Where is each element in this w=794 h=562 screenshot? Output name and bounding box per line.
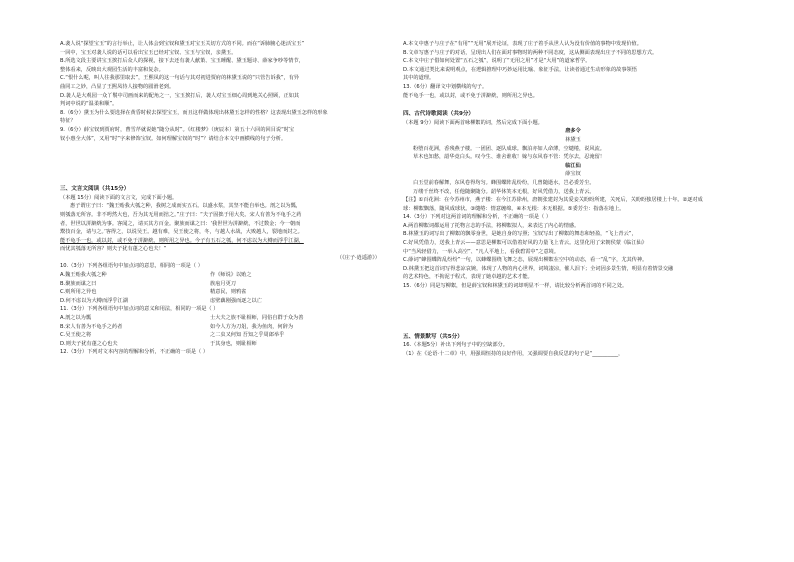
q16-stem: 16.（本题5分）补出下列句子中的空缺部分。 <box>403 342 508 349</box>
q14-option-d-line1: D.林黛玉把这首词写得悲凉哀婉，体现了人物的内心世界，词境凄凉，催人泪下；全词因多景生情，明显有着情景交融 <box>403 265 674 272</box>
q14-option-b: B.林黛玉的词写出了柳絮的飘零身世，是她自身的写照；宝钗写出了柳絮的舞态和轻盈，“飞上青云”， <box>403 231 637 238</box>
q10-option-c <box>60 288 394 297</box>
poem2-author: 薛宝钗 <box>565 171 581 178</box>
q11-d-right: 于其身也，则耻相师 <box>210 340 257 347</box>
q10-stem: 10.（3分）下列各组语句中加点词的意思，相同的一项是（ ） <box>60 263 203 270</box>
q7-option-b-line2: 整体看来，反映出大观园生活的丰富和复杂。 <box>60 66 164 73</box>
q14-option-a: A.两首柳絮词都运用了托物言志的手法，将柳絮拟人，来表达了内心的情感。 <box>403 222 580 229</box>
poem2-line2: 万缕千丝终不改，任他随聚随分。韶华休笑本无根，好风凭借力，送我上青云。 <box>413 188 595 195</box>
left-column <box>60 40 394 357</box>
q10-option-b <box>60 280 394 289</box>
q9-line1: 9.（6分）薛宝钗到贾府时，曹雪芹就说她“随分从时”。《红楼梦》（庚辰本）第五十六回的回目说“时宝 <box>60 126 295 133</box>
q11-a-left: A.剖之以为瓢 <box>60 315 92 322</box>
section4-intro: （本题 9分）阅读下面两首咏柳絮的词，然后完成下面小题。 <box>403 119 543 126</box>
section3-title: 三、文言文阅读（共15分） <box>60 186 130 193</box>
q14-option-d-line2: 的艺术特色，不拘泥于程式，表现了她卓越的艺术才能。 <box>403 274 533 281</box>
section5-title: 五、情景默写（共5分） <box>403 333 463 340</box>
q12-option-a: A.本文中惠子与庄子在“有用”“无用”展开论证，表现了庄子着手从世人认为没有价值的事物中发现价值。 <box>403 41 642 47</box>
q11-stem: 11.（3分）下列各组语句中加点词的意义和用法，相同的一项是（ ） <box>60 306 219 313</box>
q8-line1: 8.（6分）黛玉为什么要选择在黄昏时候去探望宝玉，而且这样做体现出林黛玉怎样的性格？这表现出黛玉怎样的形象 <box>60 109 328 116</box>
q13-stem: 13.（6分）翻译文中划横线的句子。 <box>403 83 488 90</box>
classical-text-line1: 惠子谓庄子曰：“魏王贻我大瓠之种，我树之成而实五石。以盛水浆，其坚不能自举也。剖之以为瓢， <box>70 203 301 210</box>
q10-option-a <box>60 271 394 280</box>
q14-option-c-line1: C.好风凭借力，送我上青云——意思是柳絮可以借着好风的力量飞上青云。这里化用了宋朝侯蒙《临江仙》 <box>403 240 647 247</box>
poem2-line1: 白玉堂前春解舞，东风卷得均匀。蜂围蝶阵乱纷纷，几曾随逝水，岂必委芳尘。 <box>413 179 595 186</box>
q16-item1: （1）在《论语·十二章》中，用强调恒持的良好作用，又强调要自我反思的句子是“__________， <box>403 350 624 357</box>
poem-notes-line2: 球：柳絮飘落，随风成球状。③缱绻：情意缠绵。④本无根：本无根据。⑤委芳尘：指落在地上。 <box>403 205 625 212</box>
q10-a-left: A.魏王贻我大瓠之种 <box>60 272 107 279</box>
q14-option-c-line2: 中“当风轻借力，一举入高空”、“凡人平地上，看我碧霄中”之意境。 <box>403 248 560 255</box>
classical-text-line6: 而忧其瓠落无所容？则夫子犹有蓬之心也夫！” <box>60 246 167 253</box>
q11-option-a <box>60 314 394 323</box>
poem-notes-line1: 【注】①百花洲：在今苏州市，燕子楼：在今江苏徐州，唐朝张建封为其爱妾关盼盼所建，关死后，关盼盼独居楼上十年。②逐对成 <box>403 197 703 204</box>
q7-option-d-line2: 判词中说的“温柔和顺”。 <box>60 101 118 108</box>
q10-b-left: B.聚族而谋之曰 <box>60 280 97 287</box>
poem2-title: 临江仙 <box>565 162 581 169</box>
q11-a-right: 士大夫之族不耻相师，同俗自群于众为善 <box>210 315 304 322</box>
classical-text-line5-underlined: 能不龟手一也，或以封，或不免于洴澼絖，则所用之异也。今子有五石之瓠，何不虑以为大樽而浮乎江湖， <box>60 237 304 244</box>
q12-option-d-line1: D.本文通过类比来说明观点，在逻辑推理中巧妙运用比喻、象征手法，让读者通过生动形象的故事领悟 <box>403 66 637 73</box>
q10-a-right: 作《师说》以贻之 <box>210 272 252 279</box>
q11-d-left: D.则夫子犹有蓬之心也夫 <box>60 340 118 347</box>
poem1-title: 唐多令 <box>565 128 581 135</box>
q15-stem: 15.（6分）同是写柳絮，但是薛宝钗和林黛玉的词却明显不一样，请比较分析两首词的不同之处。 <box>403 283 628 290</box>
q14-stem: 14.（3分）下列对这两首词的理解和分析，不正确的一项是（ ） <box>403 214 552 221</box>
poem1-line2: 草木也知愁，韶华竟白头。叹今生、谁舍谁收！嫁与东风春不管：凭尔去，忍淹留！ <box>413 154 605 161</box>
right-column <box>403 40 743 358</box>
q7-option-a-line1: A.袭人说“探望宝玉”的言行举止，让人体会到宝钗和黛玉对宝玉关切方式的不同。而在“诉肺腑心迷活宝玉” <box>60 41 305 47</box>
q12-option-d-line2: 其中的道理。 <box>403 75 435 82</box>
q11-option-c <box>60 331 394 340</box>
section4-title: 四、古代诗歌阅读（共9分） <box>403 111 475 118</box>
q13-sentence: 能不龟手一也，或以封，或不免于洴澼絖，则所用之异也。 <box>403 92 538 99</box>
q11-b-left: B.宋人有善为不龟手之药者 <box>60 323 123 330</box>
classical-text-line4: 鬻技百金，请与之。’客得之，以说吴王。越有难，吴王使之将，冬，与越人水战，大败越人，裂地而封之。 <box>60 229 303 236</box>
q11-option-b <box>60 323 394 332</box>
q10-option-d <box>60 297 394 306</box>
q7-option-a-line2: 一回中，宝玉对袭人说的话可以看出宝玉已经对宝钗、宝玉与宝钗，亲黛玉。 <box>60 49 237 56</box>
poem1-line1: 粉堕百花洲，香残燕子楼。一团团、逐队成球。飘泊亦如人命薄，空缱绻，说风流。 <box>413 145 605 152</box>
q10-b-right: 族庖月更刀 <box>210 280 236 287</box>
classical-text-line3: 者，世世以洴澼絖为事。客闻之，请买其方百金。聚族而谋之曰：‘我世世为洴澼絖，不过数金；今一朝而 <box>60 220 301 227</box>
q12-stem: 12.（3分）下列对文本内容的理解和分析，不正确的一项是（ ） <box>60 349 209 356</box>
q7-option-d-line1: D.袭人是大观园一众丫鬟中司画而来的配角之一，宝玉挨打后，袭人对宝玉细心周到地关心照顾，正如其 <box>60 92 300 99</box>
q11-b-right: 如今人方为刀俎，我为鱼肉，何辞为 <box>210 323 294 330</box>
q14-option-c2: C.薛词“蜂围蝶阵乱纷纷”一句，以蜂蝶围绕飞舞之态，展现出柳絮在空中的动态，看一“乱”字，尤其传神。 <box>403 257 648 264</box>
q7-option-c-line1: C.“恨什么呢，叫人往我那里取去”，王熙凤的这一句话与其对初进贾府的林黛玉说的“只管告诉我”，有异 <box>60 75 300 82</box>
q10-d-right: 虑壁藕刚强而逐之以亡 <box>210 297 262 304</box>
q10-c-right: 精意民，则鸦雀 <box>210 289 247 296</box>
q11-option-d <box>60 340 394 349</box>
q10-d-left: D.何不虑以为大樽而浮乎江湖 <box>60 297 128 304</box>
poem1-author: 林黛玉 <box>565 136 581 143</box>
classical-source: （《庄子·逍遥游》） <box>336 254 380 261</box>
q10-c-left: C.则所用之异也 <box>60 289 97 296</box>
q11-c-right: 之二虫又何知 吾知之乎周郎举乎 <box>210 332 285 339</box>
q12-option-b: B.文章写惠子与庄子的对话，呈现出人们在面对事物时的两种不同态度，这从侧面表现出庄子不同的思想方式。 <box>403 49 658 56</box>
q7-option-b-line1: B.所选文段主要讲宝玉挨打后众人的探视，接下去还有袭人献策、宝玉睡醒、黛玉题诗、薛家争吵等情节， <box>60 58 304 65</box>
q12-option-c: C.本文中庄子借如何处置“五石之瓠”，说明了“无用之用”才是“大用”的道家哲学。 <box>403 58 591 65</box>
section3-intro: （本题 15分）阅读下面的文言文，完成下面小题。 <box>60 194 178 201</box>
q7-option-c-line2: 曲同工之妙，凸显了王熙凤待人接物的圆滑老到。 <box>60 83 175 90</box>
q9-line2: 钗小惠全大体”，又用“时”字来修饰宝钗。如何理解宝钗的“时”？请结合本文中画横线的句子分析。 <box>60 135 287 142</box>
q11-c-left: C.吴王使之将 <box>60 332 92 339</box>
q8-line2: 特征？ <box>60 118 76 125</box>
classical-text-line2: 则瓠落无所容。非不呺然大也，吾为其无用而掊之。”庄子曰：“夫子固拙于用大矣。宋人有善为不龟手之药 <box>60 211 302 218</box>
